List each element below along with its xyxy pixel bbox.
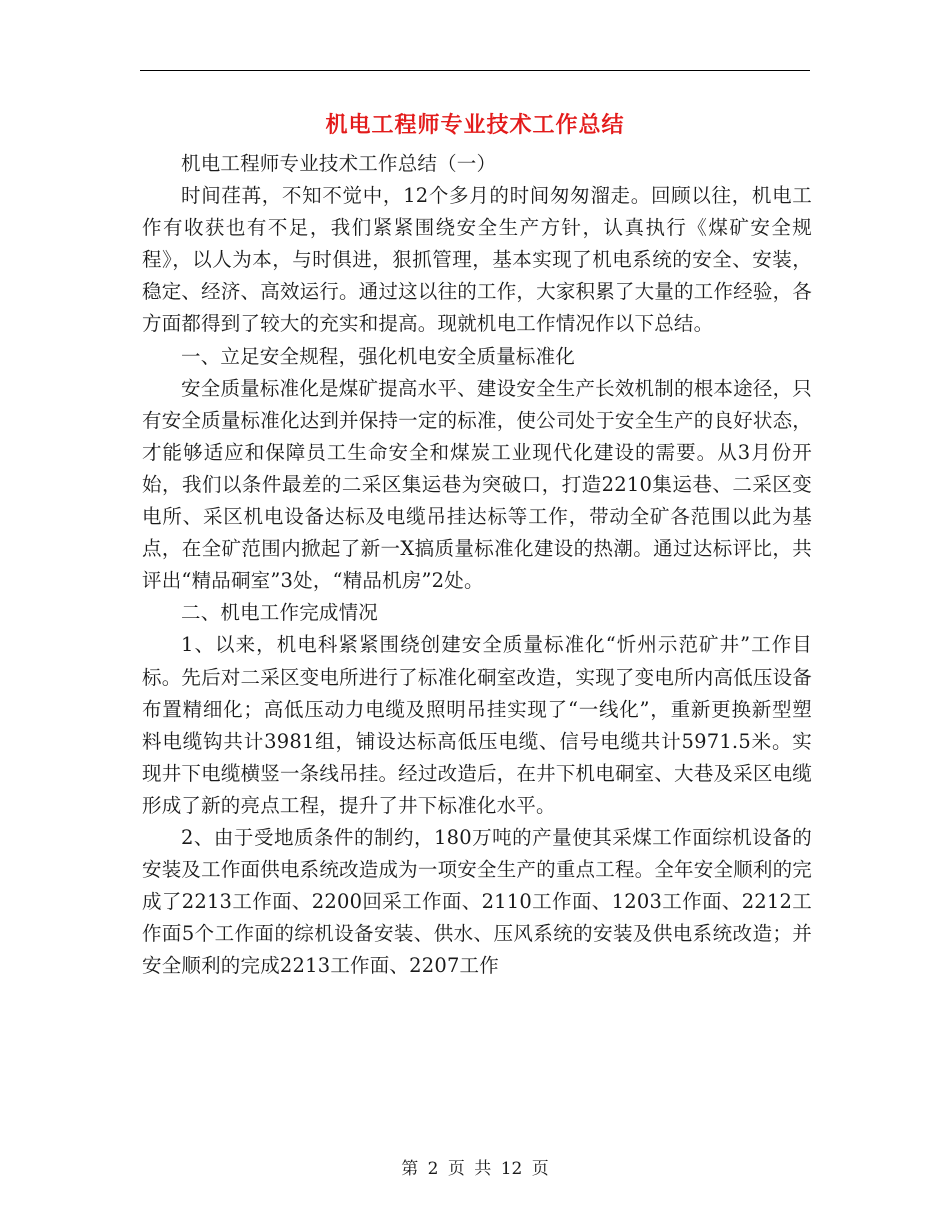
body-paragraph: 1、以来，机电科紧紧围绕创建安全质量标准化“忻州示范矿井”工作目标。先后对二采区变电所进行了标准化硐室改造，实现了变电所内高低压设备布置精细化；高低压动力电缆及照明吊挂实现了“一线化”，重新更换新型塑料电缆钩共计3981组，铺设达标高低压电缆、信号电缆共计5971.5米。实现井下电缆横竖一条线吊挂。经过改造后，在井下机电硐室、大巷及采区电缆形成了新的亮点工程，提升了井下标准化水平。 xyxy=(142,633,812,817)
page-number-footer: 第 2 页 共 12 页 xyxy=(401,1159,549,1179)
body-paragraph: 时间荏苒，不知不觉中，12个多月的时间匆匆溜走。回顾以往，机电工作有收获也有不足，我们紧紧围绕安全生产方针，认真执行《煤矿安全规程》，以人为本，与时俱进，狠抓管理，基本实现了机电系统的安全、安装，稳定、经济、高效运行。通过这以往的工作，大家积累了大量的工作经验，各方面都得到了较大的充实和提高。现就机电工作情况作以下总结。 xyxy=(142,184,812,336)
document-body xyxy=(142,148,812,982)
subtitle-paragraph: 机电工程师专业技术工作总结（一） xyxy=(181,152,497,175)
body-paragraph: 2、由于受地质条件的制约，180万吨的产量使其采煤工作面综机设备的安装及工作面供电系统改造成为一项安全生产的重点工程。全年安全顺利的完成了2213工作面、2200回采工作面、2110工作面、1203工作面、2212工作面5个工作面的综机设备安装、供水、压风系统的安装及供电系统改造；并安全顺利的完成2213工作面、2207工作 xyxy=(142,825,812,978)
section-heading: 一、立足安全规程，强化机电安全质量标准化 xyxy=(181,344,576,368)
document-title: 机电工程师专业技术工作总结 xyxy=(325,113,625,138)
header-rule xyxy=(140,70,810,71)
section-heading: 二、机电工作完成情况 xyxy=(181,601,379,625)
body-paragraph: 安全质量标准化是煤矿提高水平、建设安全生产长效机制的根本途径，只有安全质量标准化达到并保持一定的标准，使公司处于安全生产的良好状态，才能够适应和保障员工生命安全和煤炭工业现代化建设的需要。从3月份开始，我们以条件最差的二采区集运巷为突破口，打造2210集运巷、二采区变电所、采区机电设备达标及电缆吊挂达标等工作，带动全矿各范围以此为基点，在全矿范围内掀起了新一X搞质量标准化建设的热潮。通过达标评比，共评出“精品硐室”3处，“精品机房”2处。 xyxy=(142,376,812,593)
